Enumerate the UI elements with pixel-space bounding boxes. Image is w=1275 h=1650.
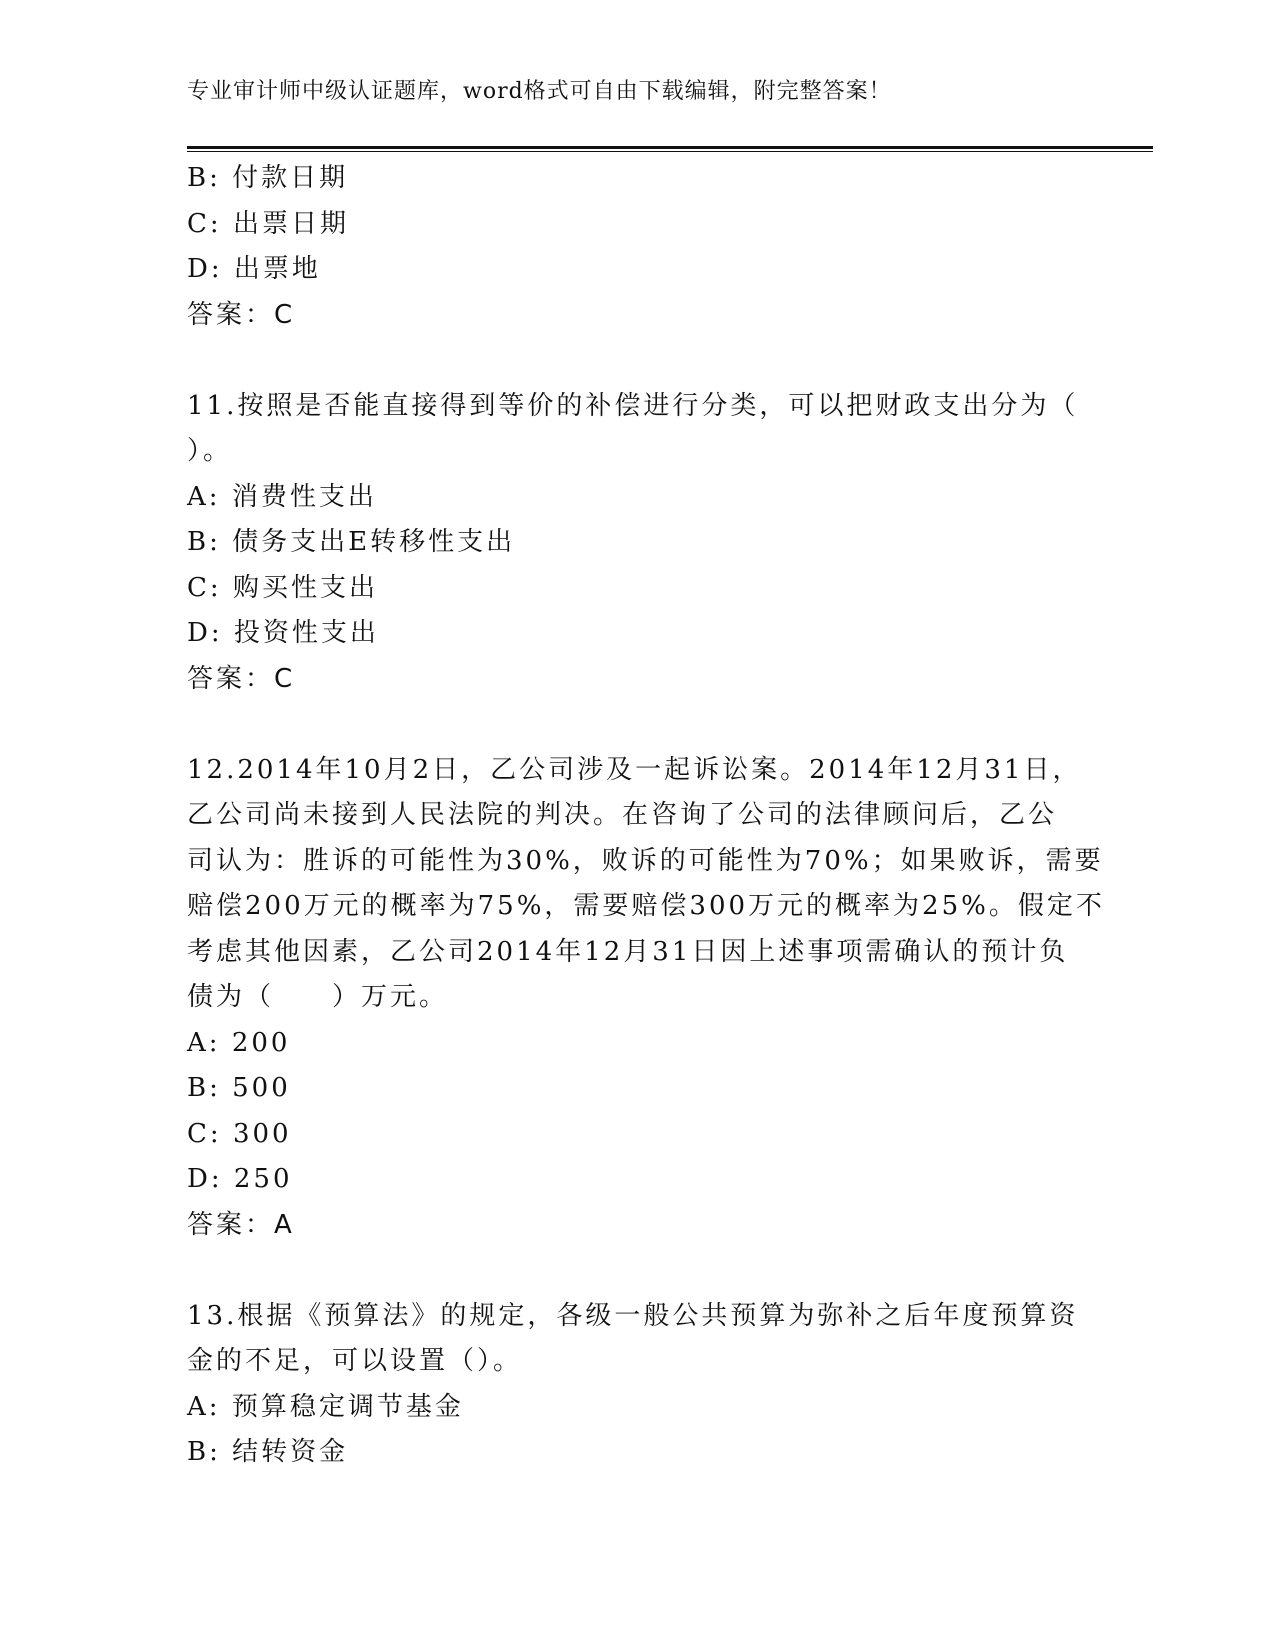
question-stem-line: 司认为：胜诉的可能性为30%，败诉的可能性为70%；如果败诉，需要 [187, 845, 1104, 876]
header-rule-thin [187, 151, 1153, 152]
question-stem-line: 乙公司尚未接到人民法院的判决。在咨询了公司的法律顾问后，乙公 [187, 800, 1058, 830]
option-separator: : [208, 1391, 221, 1422]
question-gap [187, 1248, 1087, 1294]
page-header: 专业审计师中级认证题库，word格式可自由下载编辑，附完整答案！ [187, 79, 892, 104]
option-line [187, 1385, 1087, 1431]
answer-value: C [274, 299, 296, 330]
option-text: 付款日期 [232, 163, 349, 193]
question-stem-line: 债为（ ）万元。 [187, 982, 449, 1012]
option-separator: : [208, 481, 221, 512]
answer-label: 答案： [187, 1209, 275, 1240]
option-separator: : [210, 254, 223, 284]
answer-label: 答案： [187, 299, 275, 330]
option-text: 250 [233, 1164, 293, 1194]
option-line [187, 202, 1087, 248]
option-line [187, 1021, 1087, 1067]
option-text: 债务支出E转移性支出 [232, 527, 516, 557]
option-line [187, 520, 1087, 566]
question-stem-line: ）。 [187, 436, 233, 466]
option-key: C [187, 572, 210, 603]
option-text: 出票日期 [232, 208, 349, 239]
option-separator: : [209, 1437, 221, 1467]
option-key: B [187, 527, 210, 557]
option-separator: : [209, 208, 222, 239]
option-line [187, 1157, 1087, 1203]
option-line [187, 156, 1087, 202]
option-separator: : [210, 1164, 223, 1194]
option-line [187, 611, 1087, 657]
option-line [187, 1430, 1087, 1476]
question-stem-line: 13.根据《预算法》的规定，各级一般公共预算为弥补之后年度预算资 [187, 1300, 1079, 1331]
option-key: A [187, 1391, 209, 1422]
option-line [187, 247, 1087, 293]
option-key: C [187, 208, 210, 239]
option-separator: : [209, 1073, 221, 1103]
option-text: 预算稳定调节基金 [231, 1391, 464, 1422]
question-gap [187, 702, 1087, 748]
answer-line [187, 1203, 1087, 1249]
option-text: 500 [232, 1073, 291, 1103]
question-stem-line: 金的不足，可以设置（）。 [187, 1346, 523, 1376]
answer-line [187, 657, 1087, 703]
option-text: 出票地 [233, 254, 321, 284]
option-line [187, 566, 1087, 612]
option-separator: : [209, 527, 221, 557]
question-gap [187, 338, 1087, 384]
question-stem-line: 考虑其他因素，乙公司2014年12月31日因上述事项需确认的预计负 [187, 936, 1069, 967]
option-line [187, 1112, 1087, 1158]
option-text: 消费性支出 [231, 481, 377, 512]
option-key: A [187, 1027, 209, 1058]
option-key: B [187, 1437, 210, 1467]
question-content [187, 156, 1105, 1476]
option-key: B [187, 163, 210, 193]
option-key: A [187, 481, 209, 512]
question-stem-line: 12.2014年10月2日，乙公司涉及一起诉讼案。2014年12月31日， [187, 754, 1082, 785]
option-separator: : [209, 163, 221, 193]
option-line [187, 1066, 1087, 1112]
option-separator: : [208, 1027, 221, 1058]
option-key: B [187, 1073, 210, 1103]
answer-value: C [274, 663, 296, 694]
option-separator: : [210, 618, 223, 648]
answer-label: 答案： [187, 663, 275, 694]
option-separator: : [209, 572, 222, 603]
answer-line [187, 293, 1087, 339]
option-key: D [187, 618, 211, 648]
question-stem-line: 赔偿200万元的概率为75%，需要赔偿300万元的概率为25%。假定不 [187, 891, 1105, 921]
option-text: 购买性支出 [232, 572, 378, 603]
option-key: D [187, 254, 211, 284]
option-text: 200 [231, 1027, 291, 1058]
option-key: C [187, 1118, 210, 1149]
question-stem-line: 11.按照是否能直接得到等价的补偿进行分类，可以把财政支出分为（ [187, 390, 1079, 421]
option-text: 结转资金 [232, 1437, 349, 1467]
option-text: 投资性支出 [233, 618, 379, 648]
option-line [187, 475, 1087, 521]
answer-value: A [274, 1209, 295, 1240]
header-rule-thick [187, 146, 1153, 149]
option-text: 300 [232, 1118, 292, 1149]
option-separator: : [209, 1118, 222, 1149]
option-key: D [187, 1164, 211, 1194]
